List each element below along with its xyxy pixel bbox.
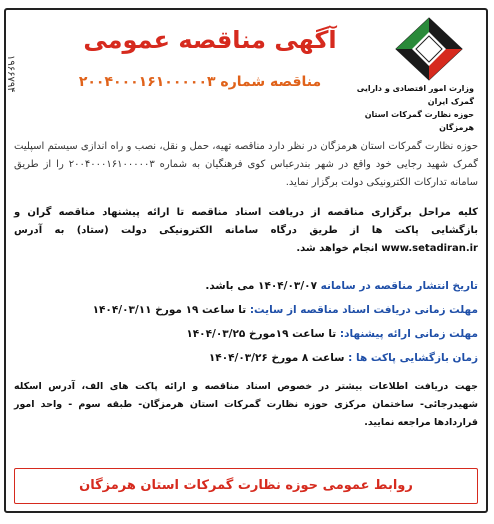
organization-name: گمرک ایران <box>427 97 474 106</box>
ministry-block <box>354 82 474 134</box>
intro-paragraph: حوزه نظارت گمرکات استان هرمزگان در نظر دارد مناقصه تهیه، حمل و نقل، نصب و راه اندازی سیستم اسپلیت گمرک شهید رجایی خود واقع در شهر بندرعباس کوی فرهنگیان به شماره ۲۰۰۴۰۰۰۱۶۱۰۰۰۰۰۳ را از طریق سامانه تدارکات الکترونیکی دولت برگزار نماید. <box>14 141 478 188</box>
bid-deadline-value: تا ساعت ۱۹مورخ ۱۴۰۴/۰۳/۲۵ <box>186 328 337 340</box>
customs-logo <box>388 14 470 84</box>
public-relations-footer: روابط عمومی حوزه نظارت گمرکات استان هرمزگان <box>14 468 478 504</box>
opening-time-value: ساعت ۸ مورخ ۱۴۰۴/۰۳/۲۶ <box>208 352 345 364</box>
ministry-name: وزارت امور اقتصادی و دارایی <box>356 84 474 93</box>
publish-date-line <box>16 280 478 292</box>
docs-deadline-label: مهلت زمانی دریافت اسناد مناقصه از سایت: <box>249 304 478 316</box>
notice-title: آگهی مناقصه عمومی <box>83 26 337 54</box>
contact-paragraph: جهت دریافت اطلاعات بیشتر در خصوص اسناد مناقصه و ارائه پاکت های الف، آدرس اسکله شهیدرجائی- ساختمان مرکزی حوزه نظارت گمرکات استان هرمزگان- طبقه سوم - واحد امور قراردادها مراجعه نمایید. <box>14 381 478 428</box>
opening-time-label: زمان بازگشایی پاکت ها : <box>348 352 478 364</box>
opening-time-line <box>16 352 478 364</box>
bid-deadline-line <box>16 328 478 340</box>
customs-emblem-icon <box>388 14 470 84</box>
bid-deadline-label: مهلت زمانی ارائه پیشنهاد: <box>339 328 478 340</box>
procedure-paragraph: کلیه مراحل برگزاری مناقصه از دریافت اسناد مناقصه تا ارائه پیشنهاد مناقصه گران و بازگشایی پاکت ها از طریق درگاه سامانه الکترونیکی دولت (ستاد) به آدرس www.setadiran.ir انجام خواهد شد. <box>14 207 478 254</box>
side-reference-number: ۱۹۶۶۷۹۴ <box>5 55 16 93</box>
docs-deadline-value: تا ساعت ۱۹ مورخ ۱۴۰۴/۰۳/۱۱ <box>92 304 247 316</box>
department-name: حوزه نظارت گمرکات استان هرمزگان <box>364 110 474 132</box>
publish-date-value: ۱۴۰۴/۰۳/۰۷ می باشد. <box>205 280 317 292</box>
tender-number: مناقصه شماره ۲۰۰۴۰۰۰۱۶۱۰۰۰۰۰۳ <box>78 74 322 90</box>
publish-date-label: تاریخ انتشار مناقصه در سامانه <box>320 280 478 292</box>
docs-deadline-line <box>16 304 478 316</box>
